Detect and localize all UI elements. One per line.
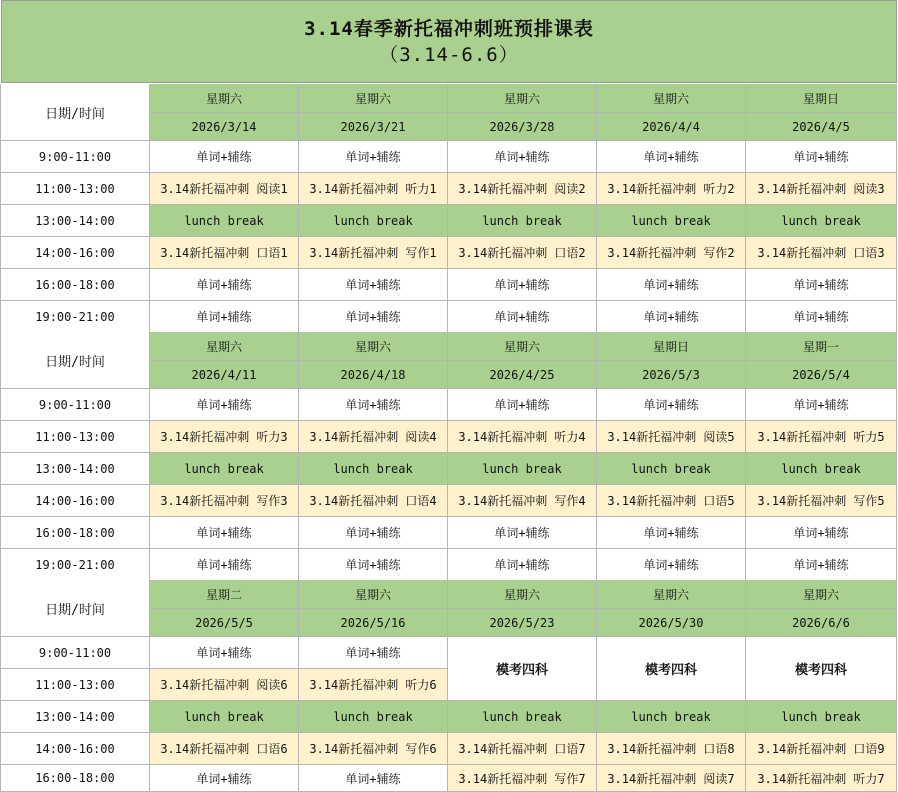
- practice-cell[interactable]: 单词+辅练: [299, 389, 448, 421]
- date-header[interactable]: 2026/4/5: [746, 113, 897, 141]
- practice-cell[interactable]: 单词+辅练: [448, 269, 597, 301]
- date-header[interactable]: 2026/3/21: [299, 113, 448, 141]
- course-cell[interactable]: 3.14新托福冲刺 听力6: [299, 669, 448, 701]
- mock-exam-cell[interactable]: 模考四科: [448, 637, 597, 701]
- practice-cell[interactable]: 单词+辅练: [299, 517, 448, 549]
- course-cell[interactable]: 3.14新托福冲刺 口语1: [150, 237, 299, 269]
- lunch-break-cell[interactable]: lunch break: [597, 701, 746, 733]
- course-cell[interactable]: 3.14新托福冲刺 阅读4: [299, 421, 448, 453]
- time-slot-cell[interactable]: 14:00-16:00: [1, 485, 150, 517]
- course-cell[interactable]: 3.14新托福冲刺 阅读2: [448, 173, 597, 205]
- weekday-header[interactable]: 星期二: [150, 580, 299, 609]
- weekday-header[interactable]: 星期六: [597, 84, 746, 113]
- course-cell[interactable]: 3.14新托福冲刺 口语5: [597, 485, 746, 517]
- course-cell[interactable]: 3.14新托福冲刺 阅读7: [597, 765, 746, 792]
- course-cell[interactable]: 3.14新托福冲刺 听力3: [150, 421, 299, 453]
- time-slot-cell[interactable]: 13:00-14:00: [1, 205, 150, 237]
- time-slot-cell[interactable]: 13:00-14:00: [1, 453, 150, 485]
- practice-cell[interactable]: 单词+辅练: [150, 301, 299, 333]
- course-cell[interactable]: 3.14新托福冲刺 口语9: [746, 733, 897, 765]
- date-header[interactable]: 2026/5/16: [299, 609, 448, 637]
- lunch-break-cell[interactable]: lunch break: [448, 205, 597, 237]
- practice-cell[interactable]: 单词+辅练: [597, 269, 746, 301]
- lunch-break-cell[interactable]: lunch break: [150, 205, 299, 237]
- course-cell[interactable]: 3.14新托福冲刺 口语7: [448, 733, 597, 765]
- practice-cell[interactable]: 单词+辅练: [597, 389, 746, 421]
- course-cell[interactable]: 3.14新托福冲刺 听力5: [746, 421, 897, 453]
- weekday-header[interactable]: 星期六: [150, 84, 299, 113]
- date-header[interactable]: 2026/4/11: [150, 361, 299, 389]
- practice-cell[interactable]: 单词+辅练: [150, 549, 299, 581]
- course-cell[interactable]: 3.14新托福冲刺 写作4: [448, 485, 597, 517]
- course-cell[interactable]: 3.14新托福冲刺 阅读3: [746, 173, 897, 205]
- course-cell[interactable]: 3.14新托福冲刺 口语4: [299, 485, 448, 517]
- weekday-header[interactable]: 星期六: [448, 580, 597, 609]
- mock-exam-cell[interactable]: 模考四科: [597, 637, 746, 701]
- practice-cell[interactable]: 单词+辅练: [597, 517, 746, 549]
- date-header[interactable]: 2026/5/3: [597, 361, 746, 389]
- date-header[interactable]: 2026/6/6: [746, 609, 897, 637]
- practice-cell[interactable]: 单词+辅练: [299, 637, 448, 669]
- practice-cell[interactable]: 单词+辅练: [597, 141, 746, 173]
- lunch-break-cell[interactable]: lunch break: [597, 205, 746, 237]
- weekday-header[interactable]: 星期六: [448, 332, 597, 361]
- lunch-break-cell[interactable]: lunch break: [299, 453, 448, 485]
- date-time-header[interactable]: 日期/时间: [1, 332, 150, 389]
- time-slot-cell[interactable]: 16:00-18:00: [1, 765, 150, 792]
- weekday-header[interactable]: 星期日: [597, 332, 746, 361]
- course-cell[interactable]: 3.14新托福冲刺 口语2: [448, 237, 597, 269]
- practice-cell[interactable]: 单词+辅练: [150, 269, 299, 301]
- practice-cell[interactable]: 单词+辅练: [597, 301, 746, 333]
- time-slot-cell[interactable]: 16:00-18:00: [1, 269, 150, 301]
- practice-cell[interactable]: 单词+辅练: [746, 389, 897, 421]
- course-cell[interactable]: 3.14新托福冲刺 听力1: [299, 173, 448, 205]
- lunch-break-cell[interactable]: lunch break: [150, 453, 299, 485]
- course-cell[interactable]: 3.14新托福冲刺 听力7: [746, 765, 897, 792]
- practice-cell[interactable]: 单词+辅练: [150, 517, 299, 549]
- practice-cell[interactable]: 单词+辅练: [746, 269, 897, 301]
- grid-left-border: [0, 84, 1, 792]
- practice-cell[interactable]: 单词+辅练: [448, 549, 597, 581]
- practice-cell[interactable]: 单词+辅练: [299, 141, 448, 173]
- practice-cell[interactable]: 单词+辅练: [299, 301, 448, 333]
- lunch-break-cell[interactable]: lunch break: [746, 453, 897, 485]
- course-cell[interactable]: 3.14新托福冲刺 写作1: [299, 237, 448, 269]
- weekday-header[interactable]: 星期六: [150, 332, 299, 361]
- time-slot-cell[interactable]: 19:00-21:00: [1, 549, 150, 581]
- practice-cell[interactable]: 单词+辅练: [448, 517, 597, 549]
- weekday-header[interactable]: 星期日: [746, 84, 897, 113]
- lunch-break-cell[interactable]: lunch break: [746, 701, 897, 733]
- practice-cell[interactable]: 单词+辅练: [150, 637, 299, 669]
- lunch-break-cell[interactable]: lunch break: [448, 701, 597, 733]
- time-slot-cell[interactable]: 13:00-14:00: [1, 701, 150, 733]
- time-slot-cell[interactable]: 11:00-13:00: [1, 669, 150, 701]
- course-cell[interactable]: 3.14新托福冲刺 口语8: [597, 733, 746, 765]
- course-cell[interactable]: 3.14新托福冲刺 写作7: [448, 765, 597, 792]
- course-cell[interactable]: 3.14新托福冲刺 写作6: [299, 733, 448, 765]
- practice-cell[interactable]: 单词+辅练: [448, 301, 597, 333]
- course-cell[interactable]: 3.14新托福冲刺 听力2: [597, 173, 746, 205]
- time-slot-cell[interactable]: 9:00-11:00: [1, 141, 150, 173]
- course-cell[interactable]: 3.14新托福冲刺 阅读1: [150, 173, 299, 205]
- time-slot-cell[interactable]: 14:00-16:00: [1, 237, 150, 269]
- date-time-header[interactable]: 日期/时间: [1, 84, 150, 141]
- course-cell[interactable]: 3.14新托福冲刺 写作3: [150, 485, 299, 517]
- time-slot-cell[interactable]: 9:00-11:00: [1, 637, 150, 669]
- sheet-title: 3.14春季新托福冲刺班预排课表: [304, 17, 594, 40]
- lunch-break-cell[interactable]: lunch break: [746, 205, 897, 237]
- time-slot-cell[interactable]: 14:00-16:00: [1, 733, 150, 765]
- practice-cell[interactable]: 单词+辅练: [597, 549, 746, 581]
- weekday-header[interactable]: 星期六: [448, 84, 597, 113]
- practice-cell[interactable]: 单词+辅练: [746, 517, 897, 549]
- course-cell[interactable]: 3.14新托福冲刺 口语3: [746, 237, 897, 269]
- mock-exam-cell[interactable]: 模考四科: [746, 637, 897, 701]
- date-header[interactable]: 2026/5/5: [150, 609, 299, 637]
- date-header[interactable]: 2026/5/4: [746, 361, 897, 389]
- lunch-break-cell[interactable]: lunch break: [299, 701, 448, 733]
- practice-cell[interactable]: 单词+辅练: [150, 389, 299, 421]
- practice-cell[interactable]: 单词+辅练: [299, 549, 448, 581]
- course-cell[interactable]: 3.14新托福冲刺 听力4: [448, 421, 597, 453]
- time-slot-cell[interactable]: 9:00-11:00: [1, 389, 150, 421]
- course-cell[interactable]: 3.14新托福冲刺 阅读5: [597, 421, 746, 453]
- practice-cell[interactable]: 单词+辅练: [150, 765, 299, 792]
- weekday-header[interactable]: 星期六: [746, 580, 897, 609]
- weekday-header[interactable]: 星期六: [597, 580, 746, 609]
- practice-cell[interactable]: 单词+辅练: [448, 389, 597, 421]
- practice-cell[interactable]: 单词+辅练: [746, 141, 897, 173]
- weekday-header[interactable]: 星期六: [299, 84, 448, 113]
- time-slot-cell[interactable]: 11:00-13:00: [1, 173, 150, 205]
- lunch-break-cell[interactable]: lunch break: [448, 453, 597, 485]
- course-cell[interactable]: 3.14新托福冲刺 写作5: [746, 485, 897, 517]
- sheet-date-range: （3.14-6.6）: [379, 43, 519, 66]
- date-header[interactable]: 2026/5/30: [597, 609, 746, 637]
- time-slot-cell[interactable]: 11:00-13:00: [1, 421, 150, 453]
- course-cell[interactable]: 3.14新托福冲刺 阅读6: [150, 669, 299, 701]
- practice-cell[interactable]: 单词+辅练: [746, 549, 897, 581]
- date-header[interactable]: 2026/3/28: [448, 113, 597, 141]
- date-header[interactable]: 2026/3/14: [150, 113, 299, 141]
- practice-cell[interactable]: 单词+辅练: [746, 301, 897, 333]
- date-time-header[interactable]: 日期/时间: [1, 580, 150, 637]
- lunch-break-cell[interactable]: lunch break: [150, 701, 299, 733]
- course-cell[interactable]: 3.14新托福冲刺 口语6: [150, 733, 299, 765]
- title-banner[interactable]: [1, 0, 897, 83]
- time-slot-cell[interactable]: 19:00-21:00: [1, 301, 150, 333]
- weekday-header[interactable]: 星期一: [746, 332, 897, 361]
- practice-cell[interactable]: 单词+辅练: [299, 269, 448, 301]
- weekday-header[interactable]: 星期六: [299, 580, 448, 609]
- date-header[interactable]: 2026/5/23: [448, 609, 597, 637]
- course-cell[interactable]: 3.14新托福冲刺 写作2: [597, 237, 746, 269]
- lunch-break-cell[interactable]: lunch break: [299, 205, 448, 237]
- date-header[interactable]: 2026/4/25: [448, 361, 597, 389]
- time-slot-cell[interactable]: 16:00-18:00: [1, 517, 150, 549]
- date-header[interactable]: 2026/4/4: [597, 113, 746, 141]
- practice-cell[interactable]: 单词+辅练: [299, 765, 448, 792]
- practice-cell[interactable]: 单词+辅练: [150, 141, 299, 173]
- practice-cell[interactable]: 单词+辅练: [448, 141, 597, 173]
- date-header[interactable]: 2026/4/18: [299, 361, 448, 389]
- weekday-header[interactable]: 星期六: [299, 332, 448, 361]
- lunch-break-cell[interactable]: lunch break: [597, 453, 746, 485]
